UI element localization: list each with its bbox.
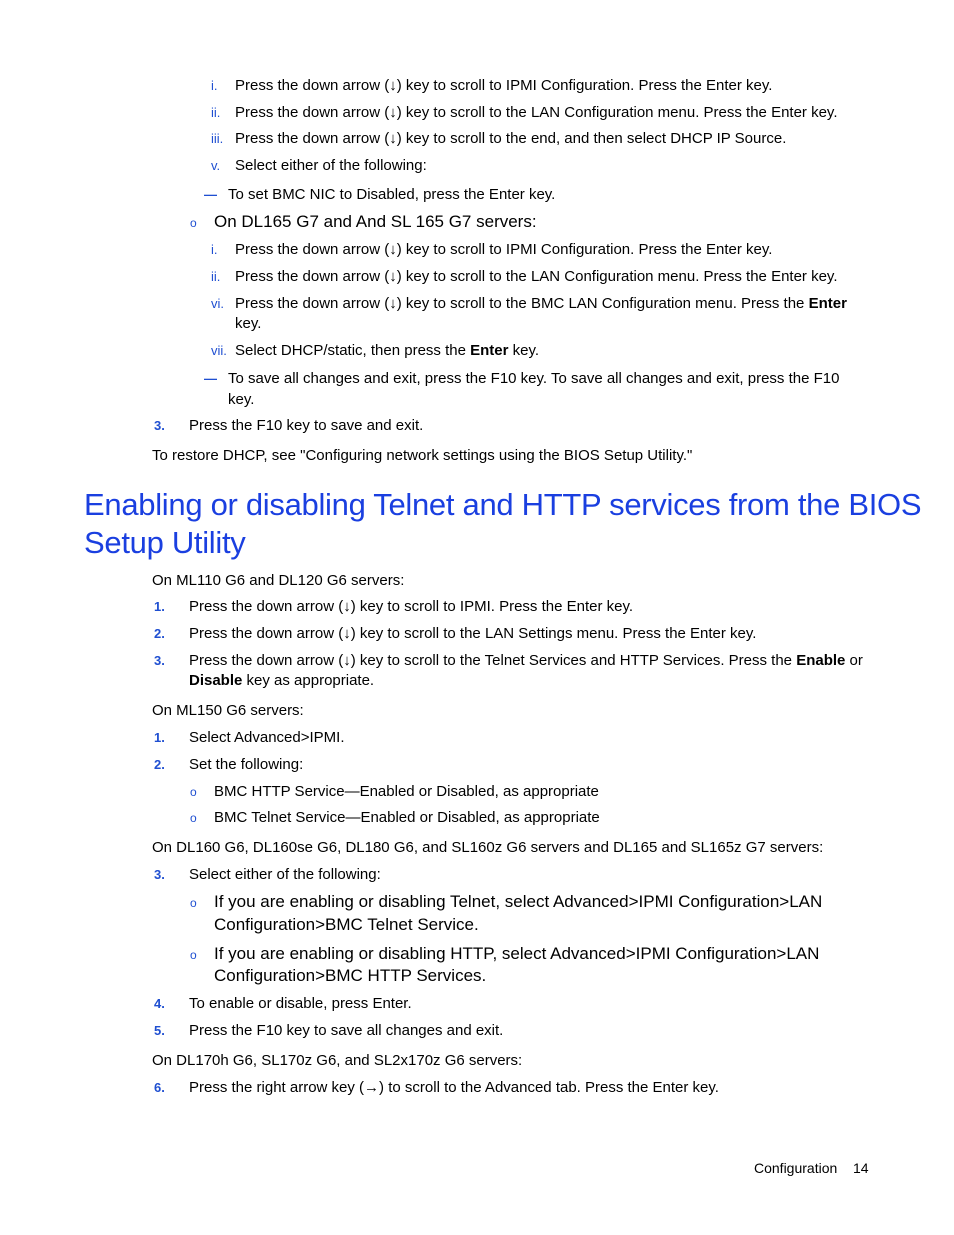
bullet-text: If you are enabling or disabling HTTP, select Advanced>IPMI Configuration>LAN <box>214 944 820 963</box>
footer-section: Configuration <box>754 1160 838 1176</box>
step-text: Press the down arrow (↓) key to scroll to the Telnet Services and HTTP Services. Press the Enable or <box>189 652 863 669</box>
step-text: Press the down arrow (↓) key to scroll to IPMI Configuration. Press the Enter key. <box>235 77 773 94</box>
step-text: Press the F10 key to save and exit. <box>189 417 424 434</box>
list-number: 3. <box>154 867 165 882</box>
step-text: Press the down arrow (↓) key to scroll to the LAN Configuration menu. Press the Enter key. <box>235 268 838 285</box>
step-text: Press the right arrow key (→) to scroll to the Advanced tab. Press the Enter key. <box>189 1079 719 1096</box>
list-number: 2. <box>154 626 165 641</box>
bullet-text: If you are enabling or disabling Telnet, select Advanced>IPMI Configuration>LAN <box>214 892 823 911</box>
list-marker: vi. <box>211 296 224 311</box>
footer-page-number: 14 <box>853 1160 869 1176</box>
paragraph: On DL160 G6, DL160se G6, DL180 G6, and SL160z G6 servers and DL165 and SL165z G7 servers: <box>152 839 824 856</box>
step-text-cont: Disable key as appropriate. <box>189 672 375 689</box>
list-marker: vii. <box>211 343 227 358</box>
section-heading-cont: Setup Utility <box>84 525 246 560</box>
paragraph: On ML110 G6 and DL120 G6 servers: <box>152 572 405 589</box>
list-marker: v. <box>211 158 221 173</box>
step-text: Select either of the following: <box>189 866 381 883</box>
step-text: To set BMC NIC to Disabled, press the Enter key. <box>228 186 556 203</box>
list-number: 3. <box>154 653 165 668</box>
list-number: 4. <box>154 996 165 1011</box>
bullet-circle: o <box>190 811 197 825</box>
step-text: Press the down arrow (↓) key to scroll to the LAN Settings menu. Press the Enter key. <box>189 625 757 642</box>
list-marker: i. <box>211 78 218 93</box>
list-number: 5. <box>154 1023 165 1038</box>
dash-marker: — <box>204 187 217 202</box>
list-marker: i. <box>211 242 218 257</box>
list-number: 2. <box>154 757 165 772</box>
bullet-text-cont: Configuration>BMC Telnet Service. <box>214 915 479 934</box>
dash-marker: — <box>204 371 217 386</box>
step-text: Press the F10 key to save all changes and exit. <box>189 1022 504 1039</box>
paragraph: On ML150 G6 servers: <box>152 702 304 719</box>
list-number: 1. <box>154 730 165 745</box>
step-text-cont: key. <box>235 315 262 332</box>
bullet-text: BMC HTTP Service—Enabled or Disabled, as appropriate <box>214 783 599 800</box>
step-text: Press the down arrow (↓) key to scroll to the end, and then select DHCP IP Source. <box>235 130 787 147</box>
bullet-circle: o <box>190 896 197 910</box>
bullet-text: BMC Telnet Service—Enabled or Disabled, as appropriate <box>214 809 600 826</box>
step-text: Set the following: <box>189 756 304 773</box>
step-text-cont: key. <box>228 391 255 408</box>
step-text: Press the down arrow (↓) key to scroll to IPMI Configuration. Press the Enter key. <box>235 241 773 258</box>
step-text: Select either of the following: <box>235 157 427 174</box>
step-text: Press the down arrow (↓) key to scroll to the BMC LAN Configuration menu. Press the Enter <box>235 295 847 312</box>
section-heading: Enabling or disabling Telnet and HTTP services from the BIOS <box>84 487 922 522</box>
step-text: Press the down arrow (↓) key to scroll to IPMI. Press the Enter key. <box>189 598 634 615</box>
bullet-circle: o <box>190 785 197 799</box>
bullet-circle: o <box>190 948 197 962</box>
bullet-text-cont: Configuration>BMC HTTP Services. <box>214 966 487 985</box>
list-marker: ii. <box>211 105 221 120</box>
list-number: 1. <box>154 599 165 614</box>
list-number: 3. <box>154 418 165 433</box>
paragraph: On DL170h G6, SL170z G6, and SL2x170z G6 servers: <box>152 1052 523 1069</box>
step-text: Select DHCP/static, then press the Enter key. <box>235 342 540 359</box>
list-marker: ii. <box>211 269 221 284</box>
step-text: To save all changes and exit, press the F10 key. To save all changes and exit, press the F10 <box>228 370 840 387</box>
list-number: 6. <box>154 1080 165 1095</box>
step-text: To enable or disable, press Enter. <box>189 995 412 1012</box>
paragraph: To restore DHCP, see "Configuring network settings using the BIOS Setup Utility." <box>152 447 693 464</box>
list-marker: iii. <box>211 131 224 146</box>
bullet-circle: o <box>190 216 197 230</box>
step-text: Select Advanced>IPMI. <box>189 729 345 746</box>
step-text: Press the down arrow (↓) key to scroll to the LAN Configuration menu. Press the Enter key. <box>235 104 838 121</box>
bullet-text: On DL165 G7 and And SL 165 G7 servers: <box>214 212 537 231</box>
